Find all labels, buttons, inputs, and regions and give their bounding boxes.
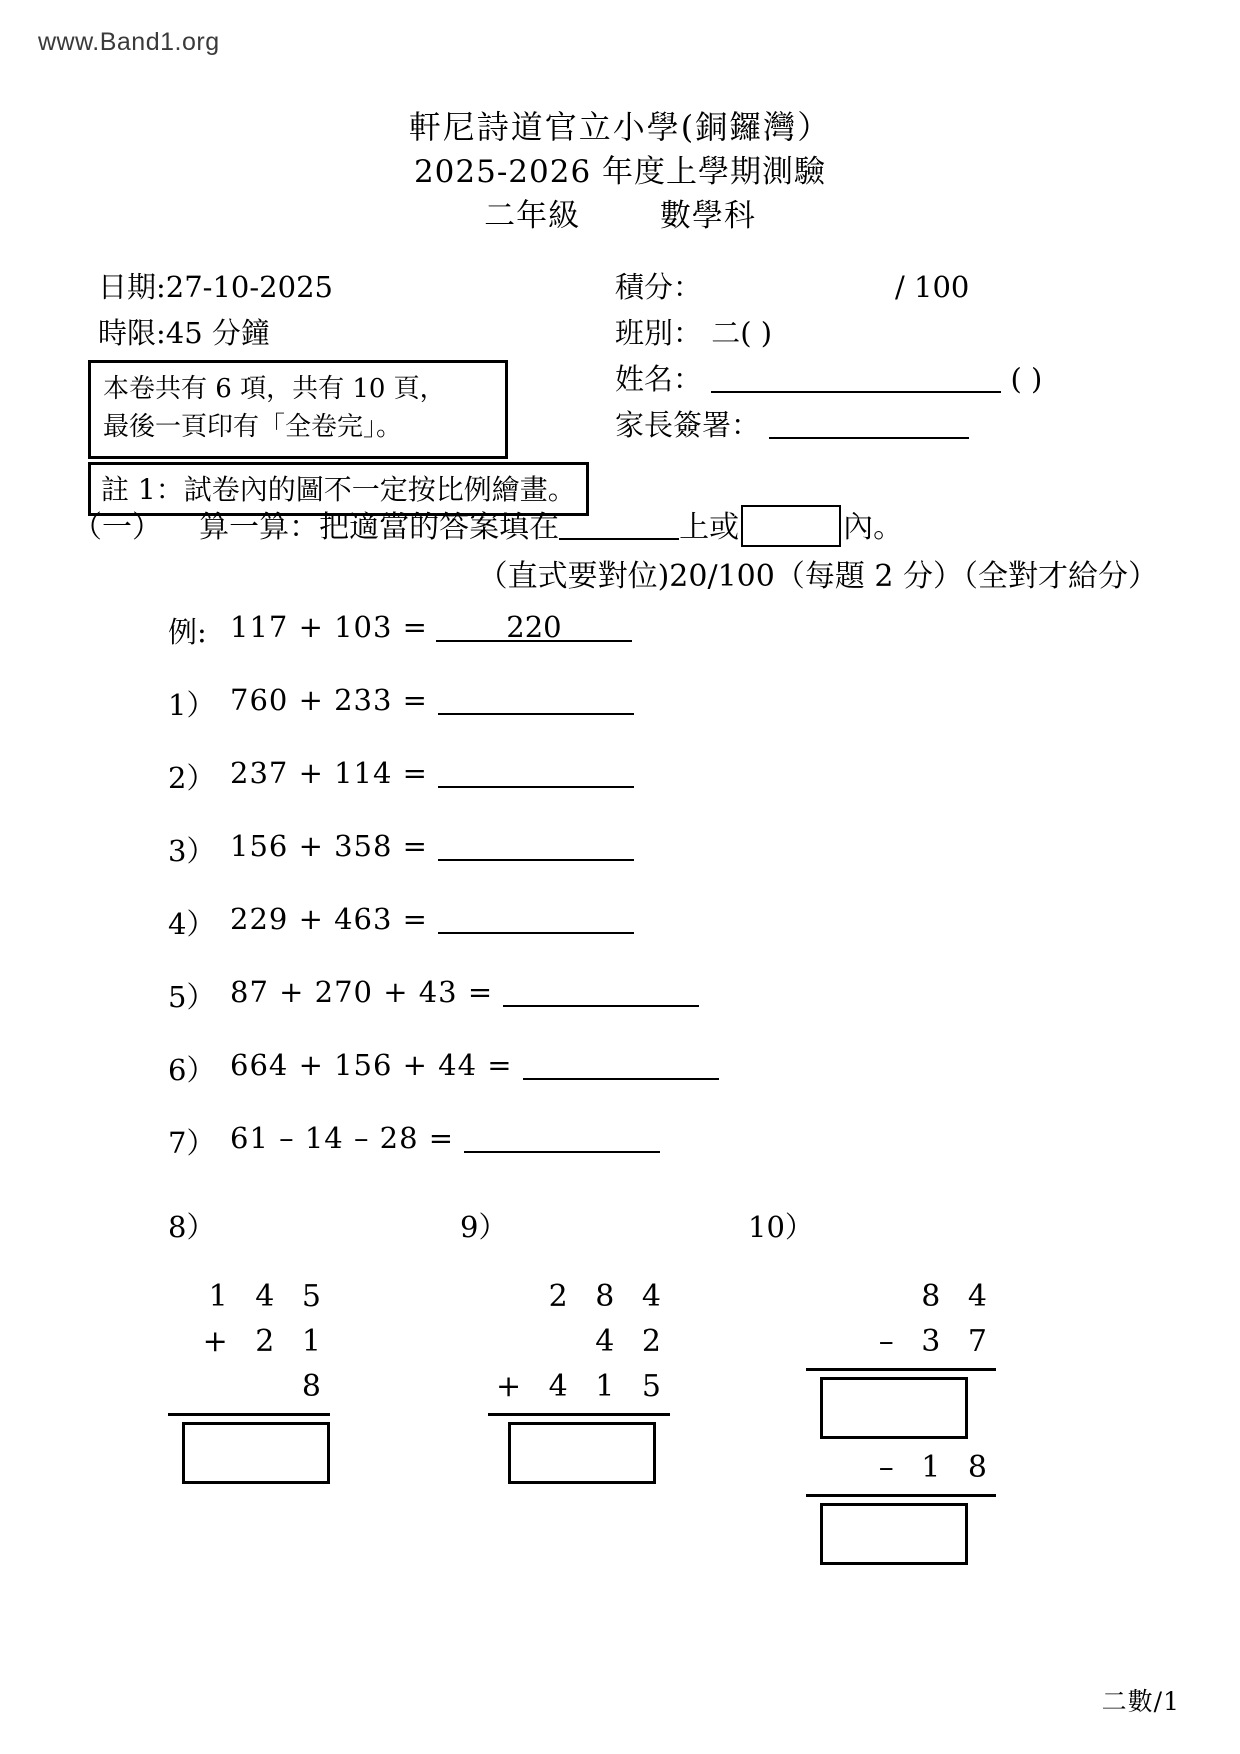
questions-list (168, 610, 1168, 1194)
page-footer: 二數/1 (1101, 1687, 1180, 1716)
vertical-rule (806, 1368, 996, 1371)
question-answer-blank[interactable] (438, 829, 634, 861)
instruction-answer-box (741, 505, 841, 547)
question-expression: 61 – 14 – 28 = (230, 1121, 455, 1155)
name-row (615, 357, 1215, 403)
parent-sign-label: 家長簽署： (615, 408, 761, 442)
meta-left-column (98, 265, 333, 357)
vertical-question-8 (168, 1205, 398, 1484)
question-expression: 87 + 270 + 43 = (230, 975, 494, 1009)
question-label: 7） (168, 1126, 216, 1160)
question-label: 10） (748, 1210, 814, 1244)
question-expression: 237 + 114 = (230, 756, 428, 790)
question-expression: 664 + 156 + 44 = (230, 1048, 513, 1082)
grade-subject-line (0, 194, 1240, 240)
parent-sign-row (615, 403, 1215, 449)
school-name: 軒尼詩道官立小學(銅鑼灣） (408, 108, 832, 146)
vertical-extra-operand: – 1 8 (878, 1450, 996, 1485)
section-instruction-line (72, 505, 1172, 550)
score-row (615, 265, 1215, 311)
vertical-question-10 (748, 1205, 1008, 1565)
question-label: 2） (168, 761, 216, 795)
question-label: 4） (168, 907, 216, 941)
question-row-2 (168, 756, 1168, 829)
question-answer-blank[interactable] (523, 1048, 719, 1080)
question-label: 1） (168, 688, 216, 722)
question-expression: 156 + 358 = (230, 829, 428, 863)
question-row-example (168, 610, 1168, 683)
class-row (615, 311, 1215, 357)
notice-line-1: 本卷共有 6 項，共有 10 頁， (103, 374, 446, 404)
question-row-5 (168, 975, 1168, 1048)
section-after-blank: 上或 (679, 510, 740, 545)
vertical-rule (488, 1413, 670, 1416)
question-label: 8） (168, 1210, 216, 1244)
question-expression: 117 + 103 = (230, 610, 428, 644)
vertical-operand-2: + 2 1 8 (202, 1324, 330, 1404)
question-label: 5） (168, 980, 216, 1014)
section-title: 算一算：把適當的答案填在 (199, 510, 560, 545)
watermark-text: www.Band1.org (38, 28, 220, 56)
parent-sign-input[interactable] (769, 411, 969, 439)
vertical-operand-1: 8 4 (921, 1279, 996, 1314)
name-input[interactable] (711, 365, 1001, 393)
name-suffix[interactable]: ( ) (1010, 362, 1043, 396)
question-label: 3） (168, 834, 216, 868)
question-label: 例: (168, 615, 207, 649)
question-label: 9） (460, 1210, 508, 1244)
vertical-operand-2: 4 2 (595, 1324, 670, 1359)
instruction-blank (559, 514, 679, 540)
section-one-heading (72, 505, 1172, 599)
question-row-7 (168, 1121, 1168, 1194)
section-after-box: 內。 (843, 510, 904, 545)
section-marks-line: （直式要對位)20/100（每題 2 分）（全對才給分） (477, 559, 1158, 594)
name-label: 姓名： (615, 362, 703, 396)
vertical-operand-1: 2 8 4 (548, 1279, 670, 1314)
meta-right-column (615, 265, 1215, 449)
class-value[interactable]: 二( ) (711, 316, 773, 350)
vertical-answer-box[interactable] (182, 1422, 330, 1484)
subject-label: 數學科 (659, 198, 756, 235)
question-row-3 (168, 829, 1168, 902)
time-limit-label: 時限:45 分鐘 (98, 315, 270, 350)
question-answer-blank[interactable] (438, 902, 634, 934)
vertical-answer-box[interactable] (820, 1377, 968, 1439)
question-label: 6） (168, 1053, 216, 1087)
page-header (0, 105, 1240, 240)
question-answer-blank[interactable] (503, 975, 699, 1007)
notice-box (88, 360, 508, 459)
question-expression: 229 + 463 = (230, 902, 428, 936)
date-label: 日期:27-10-2025 (98, 270, 333, 304)
vertical-operand-3: + 4 1 5 (495, 1369, 670, 1404)
vertical-rule-2 (806, 1494, 996, 1497)
class-label: 班別： (615, 316, 703, 350)
question-answer-blank[interactable] (438, 756, 634, 788)
notice-line-2: 最後一頁印有「全卷完」。 (103, 411, 403, 442)
exam-title: 2025-2026 年度上學期測驗 (413, 154, 827, 191)
vertical-question-9 (460, 1205, 710, 1484)
section-number: （一） (72, 510, 162, 545)
question-answer-value[interactable]: 220 (436, 610, 632, 642)
question-answer-blank[interactable] (464, 1121, 660, 1153)
question-row-1 (168, 683, 1168, 756)
score-total: / 100 (895, 270, 970, 304)
vertical-operand-2: – 3 7 (878, 1324, 996, 1359)
vertical-rule (168, 1413, 330, 1416)
vertical-answer-box-2[interactable] (820, 1503, 968, 1565)
question-answer-blank[interactable] (438, 683, 634, 715)
vertical-answer-box[interactable] (508, 1422, 656, 1484)
question-row-4 (168, 902, 1168, 975)
score-label: 積分： (615, 270, 703, 304)
vertical-operand-1: 1 4 5 (208, 1279, 330, 1314)
note-box: 註 1：試卷內的圖不一定按比例繪畫。 (88, 462, 589, 516)
grade-label: 二年級 (484, 198, 581, 235)
question-row-6 (168, 1048, 1168, 1121)
question-expression: 760 + 233 = (230, 683, 428, 717)
